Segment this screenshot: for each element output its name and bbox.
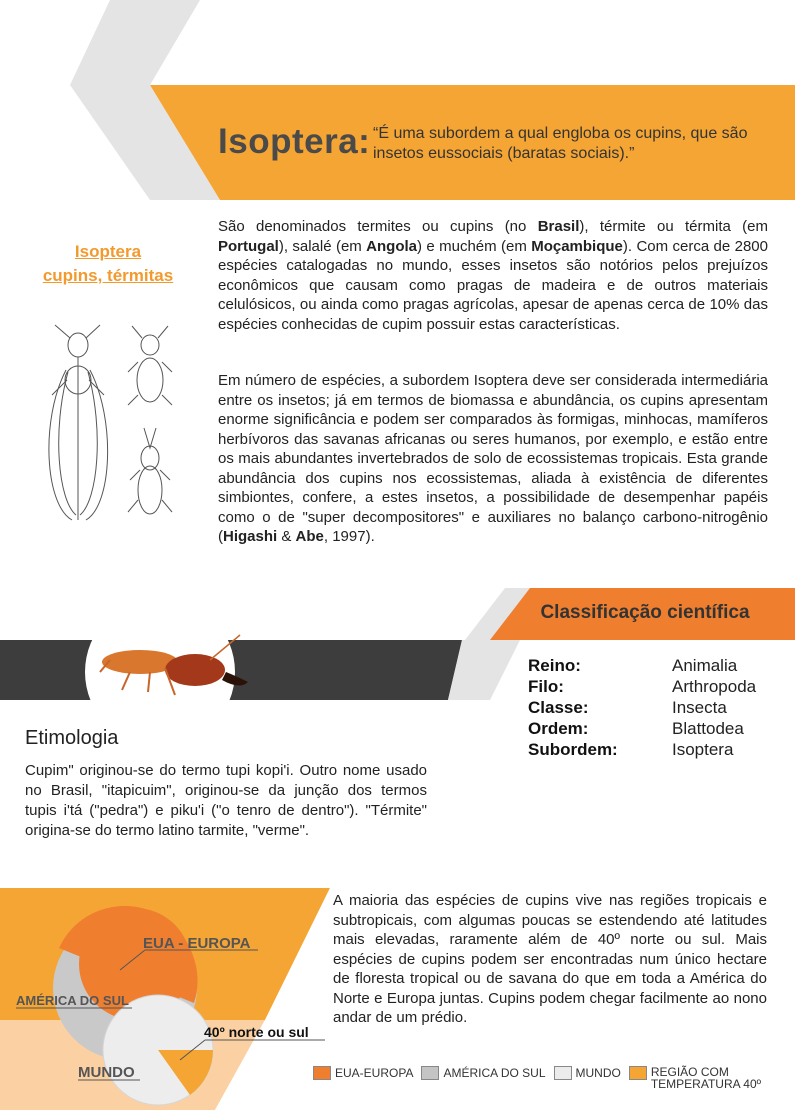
legend-label: REGIÃO COM TEMPERATURA 40º bbox=[650, 1065, 762, 1091]
intro-paragraph-1: São denominados termites ou cupins (no Brasil), térmite ou térmita (em Portugal), salalé (em Angola) e muchém (em Moçambique). Com cerca de 2800 espécies catalogadas no mundo, esses insetos são notórios pelos prejuízos econômicos que causam como pragas de madeira e de outros materiais celulósicos, ou ainda como pragas agrícolas, apesar de apenas cerca de 10% das espécies conhecidas de cupim possuir estas características. bbox=[218, 218, 768, 333]
legend-swatch bbox=[421, 1066, 439, 1080]
classification-table bbox=[528, 655, 756, 760]
40-norte-label: 40º norte ou sul bbox=[204, 1024, 309, 1040]
legend-swatch bbox=[629, 1066, 647, 1080]
classification-row bbox=[528, 676, 756, 697]
side-heading-line-1: Isoptera bbox=[74, 242, 142, 261]
mundo-label: MUNDO bbox=[78, 1064, 135, 1081]
classification-row bbox=[528, 739, 756, 760]
legend-item bbox=[554, 1066, 621, 1080]
etymology-text: Cupim" originou-se do termo tupi kopi'i. Outro nome usado no Brasil, "itapicuim", originou-se da junção dos termos tupis i'tá ("pedra") e piku'i ("o tenro de dentro"). "Térmite" origina-se do termo latino tarmite, "verme". bbox=[25, 762, 427, 839]
page-title: Isoptera: bbox=[218, 122, 371, 161]
termite-drawings-illustration bbox=[49, 325, 172, 520]
legend-label: MUNDO bbox=[575, 1066, 621, 1080]
classification-key: Classe: bbox=[528, 698, 589, 717]
classification-title: Classificação científica bbox=[540, 602, 750, 623]
classification-row bbox=[528, 655, 756, 676]
distribution-paragraph: A maioria das espécies de cupins vive nas regiões tropicais e subtropicais, com algumas poucas se estendendo até latitudes mais elevadas, raramente além de 40º norte ou sul. Mais espécies de cupins podem ser encontradas num único hectare de floresta tropical ou de savana do que em toda a América do Norte e Europa juntas. Cupins podem chegar facilmente ao nono andar de um prédio. bbox=[333, 892, 767, 1026]
classification-value: Insecta bbox=[672, 698, 727, 717]
classification-key: Ordem: bbox=[528, 719, 589, 738]
classification-row bbox=[528, 697, 756, 718]
classification-key: Subordem: bbox=[528, 740, 618, 759]
america-do-sul-label: AMÉRICA DO SUL bbox=[16, 993, 129, 1008]
side-heading-line-2: cupins, térmitas bbox=[42, 266, 174, 285]
legend-label: AMÉRICA DO SUL bbox=[443, 1066, 546, 1080]
classification-value: Blattodea bbox=[672, 719, 744, 738]
classification-key: Filo: bbox=[528, 677, 564, 696]
classification-row bbox=[528, 718, 756, 739]
intro-paragraph-2: Em número de espécies, a subordem Isoptera deve ser considerada intermediária entre os insetos; já em termos de biomassa e abundância, os cupins apresentam enorme significância e podem ser comparados às formigas, minhocas, mamíferos herbívoros das savanas africanas ou seres humanos, por exemplo, e estão entre os mais abundantes invertebrados de solo de ecossistemas tropicais. Esta grande abundância dos cupins nos ecossistemas, aliada à existência de diferentes simbiontes, confere, a estes insetos, a possibilidade de desempenhar papéis como o de "super decompositores" e auxiliares no balanço carbono-nitrogênio (Higashi & Abe, 1997). bbox=[218, 372, 768, 545]
classification-key: Reino: bbox=[528, 656, 581, 675]
classification-value: Animalia bbox=[672, 656, 738, 675]
legend-item bbox=[421, 1066, 545, 1080]
classification-value: Isoptera bbox=[672, 740, 734, 759]
legend-item bbox=[313, 1066, 413, 1080]
legend-swatch bbox=[554, 1066, 572, 1080]
side-heading bbox=[22, 240, 194, 288]
etymology-title: Etimologia bbox=[25, 727, 119, 749]
legend-item bbox=[629, 1066, 763, 1090]
title-quote: “É uma subordem a qual engloba os cupins, que são insetos eussociais (baratas sociais).” bbox=[373, 125, 748, 162]
legend-label: EUA-EUROPA bbox=[335, 1066, 414, 1080]
legend-swatch bbox=[313, 1066, 331, 1080]
eua-europa-label: EUA - EUROPA bbox=[143, 935, 251, 952]
classification-value: Arthropoda bbox=[672, 677, 757, 696]
diagram-legend bbox=[313, 1066, 771, 1090]
